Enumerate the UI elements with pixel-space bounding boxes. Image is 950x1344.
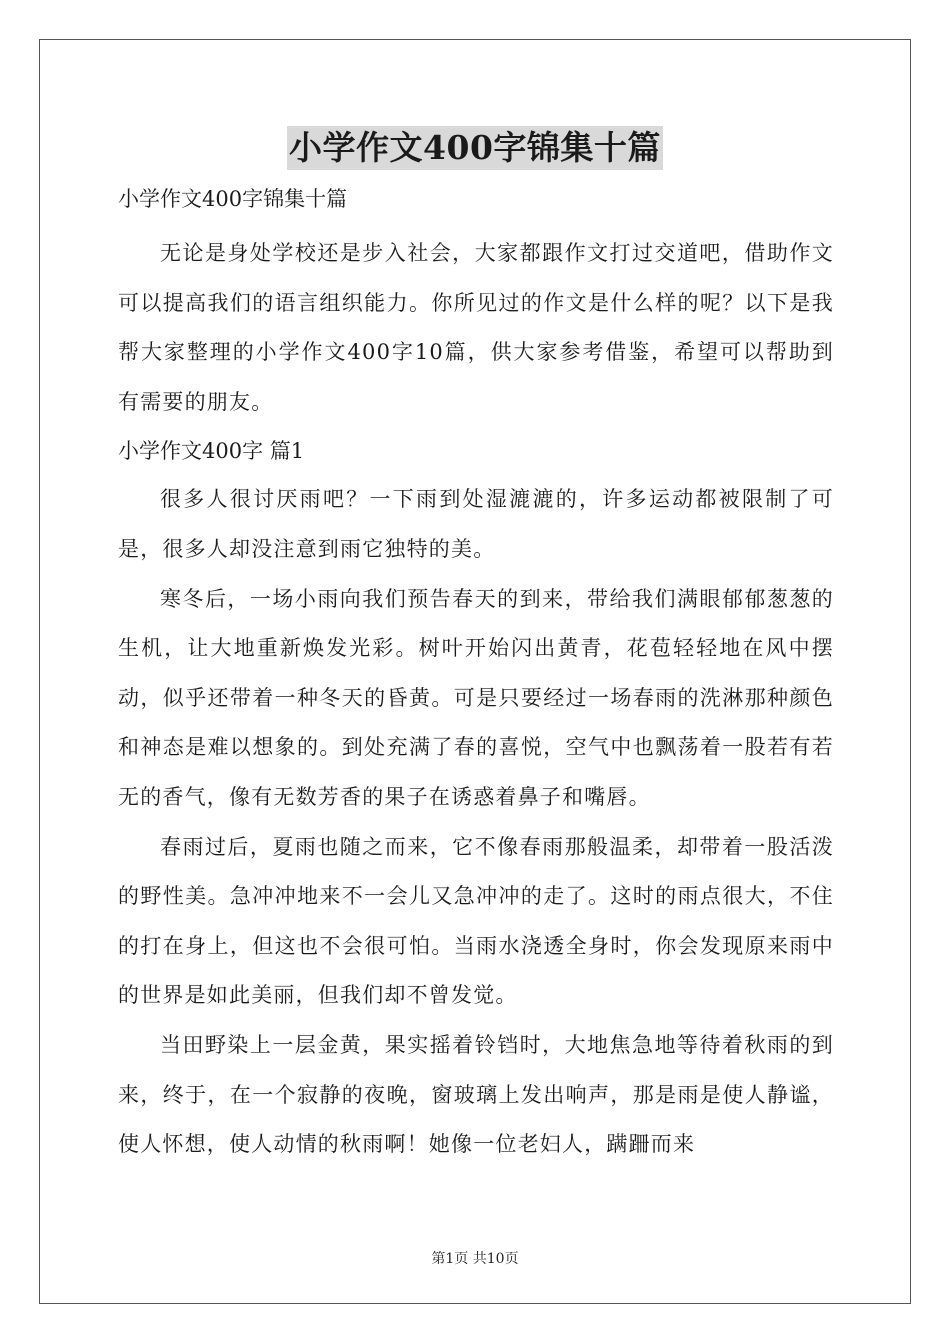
body-paragraph-1: 很多人很讨厌雨吧？一下雨到处湿漉漉的，许多运动都被限制了可是，很多人却没注意到雨它独特的美。 — [118, 487, 834, 561]
body-paragraph-2: 寒冬后，一场小雨向我们预告春天的到来，带给我们满眼郁郁葱葱的生机，让大地重新焕发光彩。树叶开始闪出黄青，花苞轻轻地在风中摆动，似乎还带着一种冬天的昏黄。可是只要经过一场春雨的洗淋那种颜色和神态是难以想象的。到处充满了春的喜悦，空气中也飘荡着一股若有若无的香气，像有无数芳香的果子在诱惑着鼻子和嘴唇。 — [118, 586, 834, 809]
document-title: 小学作文400字锦集十篇 — [287, 126, 663, 170]
body-paragraph-3: 春雨过后，夏雨也随之而来，它不像春雨那般温柔，却带着一股活泼的野性美。急冲冲地来不一会儿又急冲冲的走了。这时的雨点很大，不住的打在身上，但这也不会很可怕。当雨水浇透全身时，你会发现原来雨中的世界是如此美丽，但我们却不曾发觉。 — [118, 834, 834, 1008]
title-area — [0, 126, 950, 170]
document-body — [118, 181, 834, 1170]
intro-paragraph: 无论是身处学校还是步入社会，大家都跟作文打过交道吧，借助作文可以提高我们的语言组织能力。你所见过的作文是什么样的呢？以下是我帮大家整理的小学作文400字10篇，供大家参考借鉴，希望可以帮助到有需要的朋友。 — [118, 241, 834, 414]
section-heading: 小学作文400字 篇1 — [118, 439, 305, 464]
document-subtitle: 小学作文400字锦集十篇 — [118, 187, 348, 211]
body-paragraph-4: 当田野染上一层金黄，果实摇着铃铛时，大地焦急地等待着秋雨的到来，终于，在一个寂静的夜晚，窗玻璃上发出响声，那是雨是使人静谧，使人怀想，使人动情的秋雨啊！她像一位老妇人，蹒跚而来 — [118, 1032, 834, 1157]
page-footer: 第1页 共10页 — [431, 1251, 519, 1267]
